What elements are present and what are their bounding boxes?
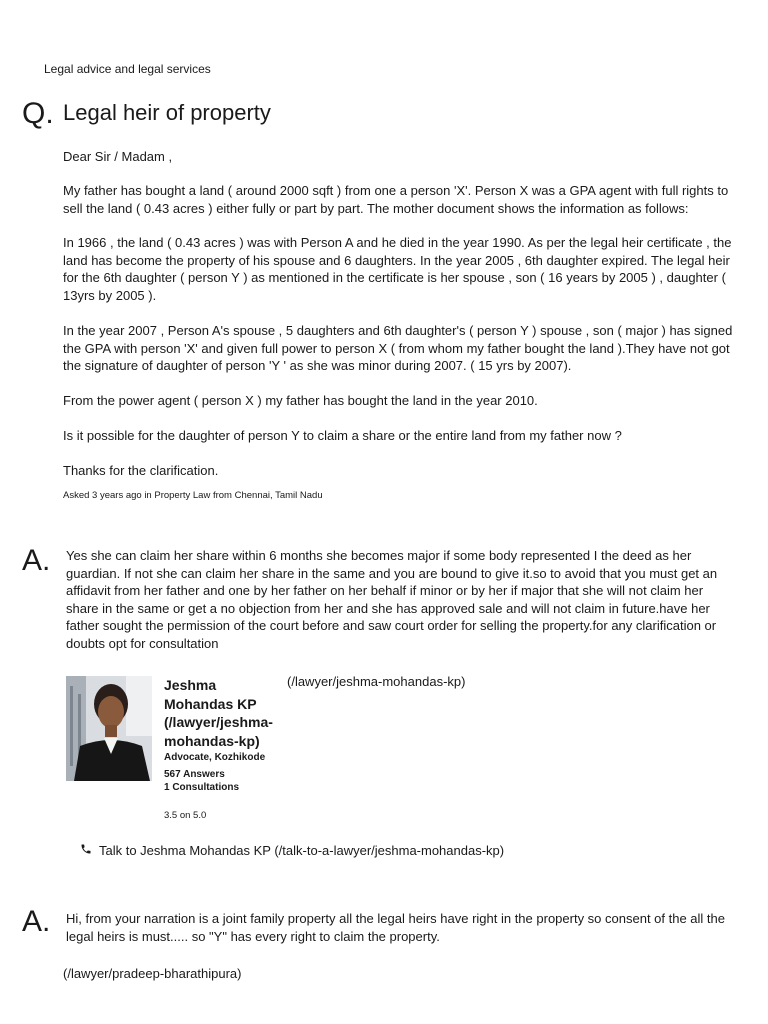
answer-text: Hi, from your narration is a joint family property all the legal heirs have right in the property so consent of the all the legal heirs is must..... so "Y" has every right to claim the property.: [66, 911, 725, 944]
question-paragraph: Dear Sir / Madam ,: [63, 149, 173, 164]
lawyer-rating: 3.5 on 5.0: [164, 810, 207, 821]
lawyer-avatar[interactable]: [66, 676, 152, 781]
lawyer-answers-count: 567 Answers: [164, 769, 225, 780]
talk-to-lawyer-link[interactable]: [80, 843, 504, 858]
phone-icon: [80, 843, 99, 858]
question-meta: Asked 3 years ago in Property Law from Chennai, Tamil Nadu: [63, 490, 323, 501]
lawyer-profile-link[interactable]: (/lawyer/pradeep-bharathipura): [63, 966, 242, 981]
lawyer-profile-link[interactable]: (/lawyer/jeshma-mohandas-kp): [287, 674, 466, 689]
question-paragraph: In the year 2007 , Person A's spouse , 5 daughters and 6th daughter's ( person Y ) spouse , son ( major ) has signed the GPA with person 'X' and given full power to person X ( from whom my father bought the land ).They have not got the signature of daughter of person 'Y ' as she was minor during 2007. ( 15 yrs by 2007).: [63, 323, 733, 373]
lawyer-title: Advocate, Kozhikode: [164, 752, 266, 763]
question-paragraph: Is it possible for the daughter of person Y to claim a share or the entire land from my father now ?: [63, 428, 622, 443]
talk-to-lawyer-label: Talk to Jeshma Mohandas KP (/talk-to-a-lawyer/jeshma-mohandas-kp): [99, 843, 505, 858]
question-title: Legal heir of property: [63, 100, 271, 125]
answer-text: Yes she can claim her share within 6 months she becomes major if some body represented I the deed as her guardian. If not she can claim her share in the same and you are bound to give it.so to avoid that you must get an affidavit from her father and one by her father on her behalf if minor or by her if major that she will not claim her share in the same or get a no objection from her and she has approved sale and will not claim in future.have her father sought the permission of the court before and saw court order for selling the property.for any clarification or doubts opt for consultation: [66, 548, 718, 651]
site-label: Legal advice and legal services: [44, 62, 211, 76]
question-marker: Q.: [22, 97, 54, 130]
question-paragraph: Thanks for the clarification.: [63, 463, 219, 478]
question-paragraph: In 1966 , the land ( 0.43 acres ) was with Person A and he died in the year 1990. As per the legal heir certificate , the land has become the property of his spouse and 6 daughters. In the year 2005 , 6th daughter expired. The legal heir for the 6th daughter ( person Y ) as mentioned in the certificate is her spouse , son ( 16 years by 2005 ) , daughter ( 13yrs by 2005 ).: [63, 235, 732, 303]
lawyer-consultations-count: 1 Consultations: [164, 782, 240, 793]
answer-marker: A.: [22, 905, 51, 938]
question-paragraph: My father has bought a land ( around 2000 sqft ) from one a person 'X'. Person X was a GPA agent with full rights to sell the land ( 0.43 acres ) either fully or part by part. The mother document shows the information as follows:: [63, 183, 729, 216]
answer-marker: A.: [22, 544, 51, 577]
lawyer-name-link[interactable]: Jeshma Mohandas KP (/lawyer/jeshma-mohandas-kp): [164, 677, 273, 749]
question-paragraph: From the power agent ( person X ) my father has bought the land in the year 2010.: [63, 393, 538, 408]
